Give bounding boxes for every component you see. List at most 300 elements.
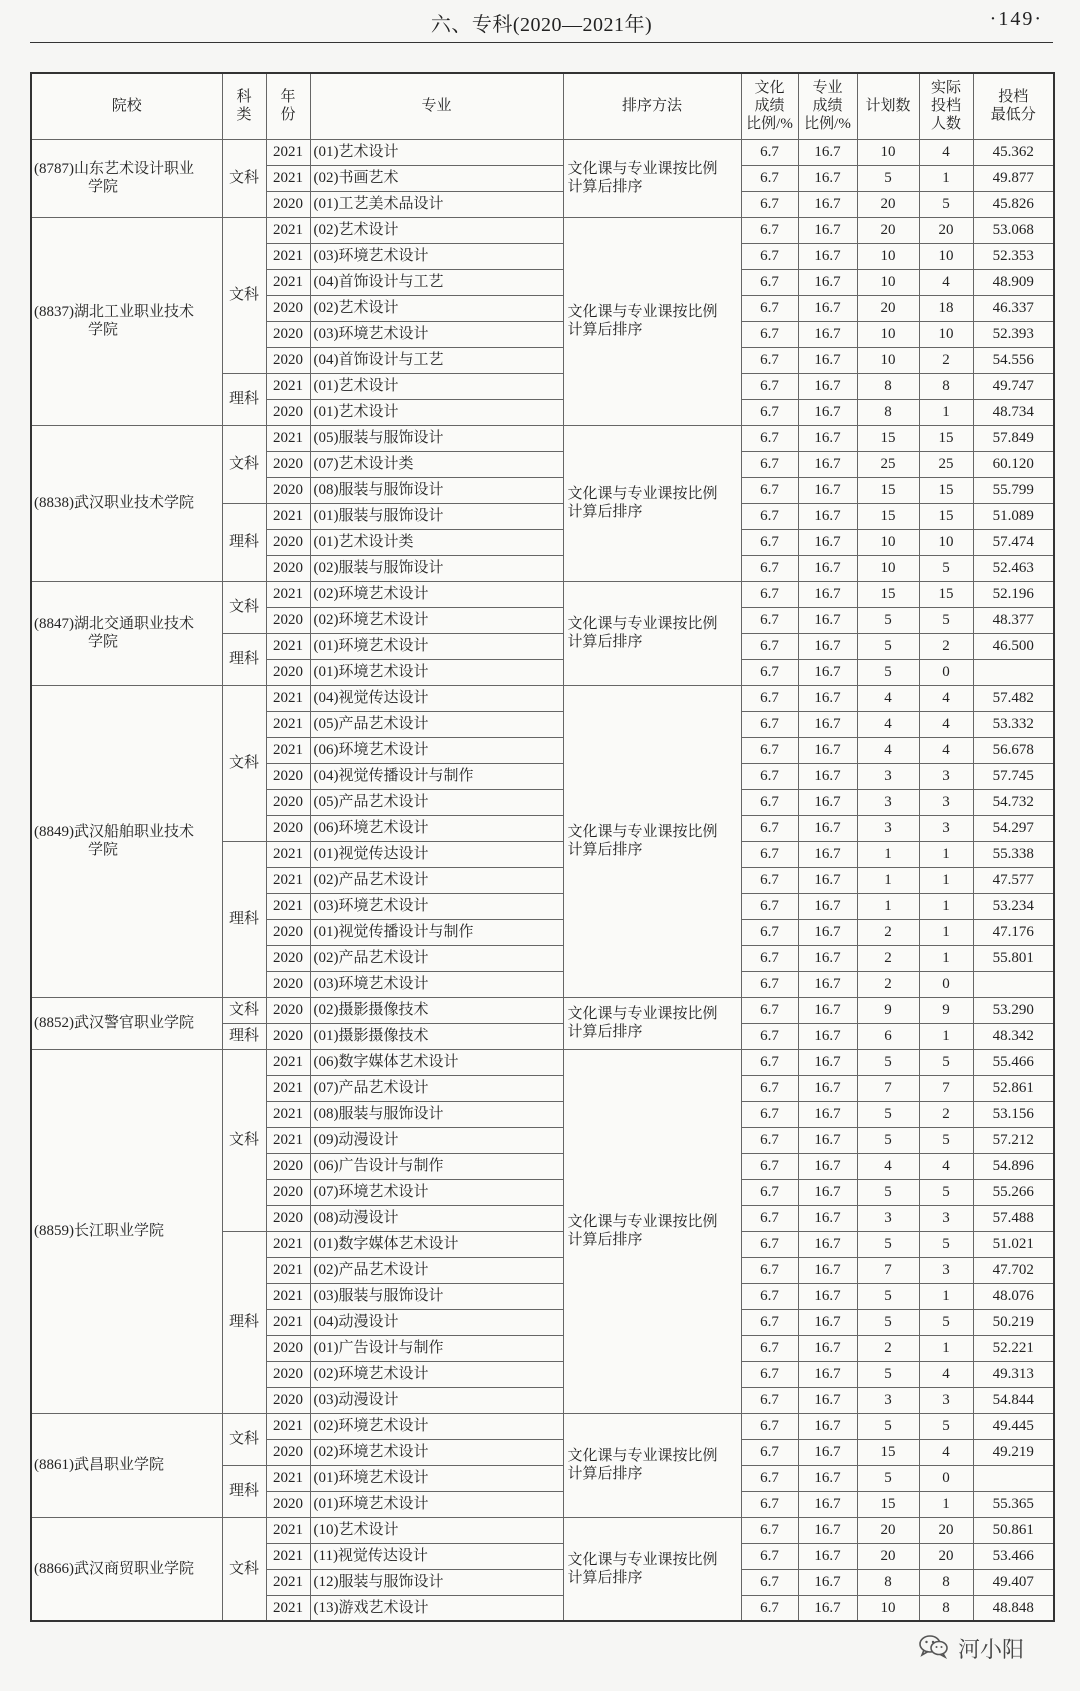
- plan-count-cell: 10: [857, 321, 919, 347]
- year-cell: 2021: [266, 1569, 310, 1595]
- major-ratio-cell: 16.7: [798, 1283, 857, 1309]
- min-score-cell: 49.747: [973, 373, 1054, 399]
- plan-count-cell: 1: [857, 867, 919, 893]
- min-score-cell: 48.909: [973, 269, 1054, 295]
- school-name-cell: (8837)湖北工业职业技术学院: [31, 217, 222, 425]
- culture-ratio-cell: 6.7: [741, 1231, 798, 1257]
- culture-ratio-cell: 6.7: [741, 893, 798, 919]
- page-title: 六、专科(2020—2021年): [430, 14, 653, 36]
- min-score-cell: 53.068: [973, 217, 1054, 243]
- min-score-cell: 57.474: [973, 529, 1054, 555]
- admitted-count-cell: 20: [919, 1517, 973, 1543]
- plan-count-cell: 3: [857, 1205, 919, 1231]
- year-cell: 2020: [266, 1023, 310, 1049]
- min-score-cell: 53.466: [973, 1543, 1054, 1569]
- wechat-icon: [918, 1633, 950, 1664]
- admitted-count-cell: 3: [919, 1387, 973, 1413]
- column-header-culture-ratio: 文化 成绩 比例/%: [741, 73, 798, 139]
- plan-count-cell: 2: [857, 945, 919, 971]
- year-cell: 2020: [266, 1153, 310, 1179]
- plan-count-cell: 2: [857, 919, 919, 945]
- plan-count-cell: 4: [857, 1153, 919, 1179]
- min-score-cell: 55.365: [973, 1491, 1054, 1517]
- admitted-count-cell: 9: [919, 997, 973, 1023]
- year-cell: 2021: [266, 243, 310, 269]
- category-cell: 理科: [222, 1231, 266, 1413]
- culture-ratio-cell: 6.7: [741, 503, 798, 529]
- table-row: [31, 581, 1054, 607]
- plan-count-cell: 10: [857, 1595, 919, 1621]
- min-score-cell: 50.861: [973, 1517, 1054, 1543]
- plan-count-cell: 4: [857, 711, 919, 737]
- min-score-cell: 47.702: [973, 1257, 1054, 1283]
- year-cell: 2021: [266, 893, 310, 919]
- year-cell: 2020: [266, 607, 310, 633]
- min-score-cell: 45.362: [973, 139, 1054, 165]
- culture-ratio-cell: 6.7: [741, 217, 798, 243]
- major-cell: (02)环境艺术设计: [310, 1439, 563, 1465]
- category-cell: 文科: [222, 139, 266, 217]
- plan-count-cell: 15: [857, 477, 919, 503]
- major-ratio-cell: 16.7: [798, 1179, 857, 1205]
- min-score-cell: 54.556: [973, 347, 1054, 373]
- plan-count-cell: 10: [857, 347, 919, 373]
- major-cell: (04)视觉传达设计: [310, 685, 563, 711]
- year-cell: 2021: [266, 1543, 310, 1569]
- min-score-cell: 57.212: [973, 1127, 1054, 1153]
- major-ratio-cell: 16.7: [798, 789, 857, 815]
- category-cell: 理科: [222, 1023, 266, 1049]
- major-cell: (04)首饰设计与工艺: [310, 269, 563, 295]
- culture-ratio-cell: 6.7: [741, 607, 798, 633]
- year-cell: 2021: [266, 165, 310, 191]
- major-cell: (04)首饰设计与工艺: [310, 347, 563, 373]
- culture-ratio-cell: 6.7: [741, 919, 798, 945]
- major-cell: (09)动漫设计: [310, 1127, 563, 1153]
- sort-method-cell: 文化课与专业课按比例计算后排序: [563, 685, 741, 997]
- major-cell: (01)视觉传达设计: [310, 841, 563, 867]
- admitted-count-cell: 4: [919, 737, 973, 763]
- min-score-cell: 55.799: [973, 477, 1054, 503]
- major-cell: (04)视觉传播设计与制作: [310, 763, 563, 789]
- column-header-min-score: 投档 最低分: [973, 73, 1054, 139]
- major-ratio-cell: 16.7: [798, 425, 857, 451]
- admitted-count-cell: 0: [919, 1465, 973, 1491]
- plan-count-cell: 15: [857, 1439, 919, 1465]
- major-cell: (06)环境艺术设计: [310, 737, 563, 763]
- min-score-cell: 53.234: [973, 893, 1054, 919]
- plan-count-cell: 3: [857, 763, 919, 789]
- culture-ratio-cell: 6.7: [741, 737, 798, 763]
- major-cell: (07)艺术设计类: [310, 451, 563, 477]
- major-cell: (08)动漫设计: [310, 1205, 563, 1231]
- year-cell: 2020: [266, 1179, 310, 1205]
- year-cell: 2020: [266, 763, 310, 789]
- sort-method-cell: 文化课与专业课按比例计算后排序: [563, 1413, 741, 1517]
- min-score-cell: 48.734: [973, 399, 1054, 425]
- plan-count-cell: 3: [857, 1387, 919, 1413]
- major-ratio-cell: 16.7: [798, 373, 857, 399]
- culture-ratio-cell: 6.7: [741, 529, 798, 555]
- major-ratio-cell: 16.7: [798, 1049, 857, 1075]
- min-score-cell: 53.332: [973, 711, 1054, 737]
- plan-count-cell: 2: [857, 971, 919, 997]
- min-score-cell: 52.353: [973, 243, 1054, 269]
- major-cell: (02)摄影摄像技术: [310, 997, 563, 1023]
- major-cell: (03)动漫设计: [310, 1387, 563, 1413]
- major-ratio-cell: 16.7: [798, 607, 857, 633]
- admitted-count-cell: 3: [919, 789, 973, 815]
- plan-count-cell: 15: [857, 425, 919, 451]
- admitted-count-cell: 1: [919, 1335, 973, 1361]
- major-ratio-cell: 16.7: [798, 1361, 857, 1387]
- footer-brand: [918, 1634, 1048, 1662]
- culture-ratio-cell: 6.7: [741, 1569, 798, 1595]
- admitted-count-cell: 4: [919, 711, 973, 737]
- major-ratio-cell: 16.7: [798, 1517, 857, 1543]
- year-cell: 2020: [266, 1335, 310, 1361]
- major-ratio-cell: 16.7: [798, 295, 857, 321]
- sort-method-cell: 文化课与专业课按比例计算后排序: [563, 139, 741, 217]
- admitted-count-cell: 1: [919, 919, 973, 945]
- admitted-count-cell: 5: [919, 1309, 973, 1335]
- culture-ratio-cell: 6.7: [741, 425, 798, 451]
- min-score-cell: 52.861: [973, 1075, 1054, 1101]
- year-cell: 2020: [266, 1387, 310, 1413]
- culture-ratio-cell: 6.7: [741, 555, 798, 581]
- major-ratio-cell: 16.7: [798, 347, 857, 373]
- year-cell: 2021: [266, 139, 310, 165]
- major-cell: (01)工艺美术品设计: [310, 191, 563, 217]
- year-cell: 2021: [266, 269, 310, 295]
- plan-count-cell: 5: [857, 165, 919, 191]
- min-score-cell: 60.120: [973, 451, 1054, 477]
- major-cell: (02)环境艺术设计: [310, 1361, 563, 1387]
- min-score-cell: 56.678: [973, 737, 1054, 763]
- admitted-count-cell: 2: [919, 1101, 973, 1127]
- plan-count-cell: 1: [857, 893, 919, 919]
- major-ratio-cell: 16.7: [798, 1309, 857, 1335]
- culture-ratio-cell: 6.7: [741, 867, 798, 893]
- admitted-count-cell: 25: [919, 451, 973, 477]
- major-ratio-cell: 16.7: [798, 165, 857, 191]
- major-cell: (01)广告设计与制作: [310, 1335, 563, 1361]
- year-cell: 2020: [266, 529, 310, 555]
- year-cell: 2021: [266, 1595, 310, 1621]
- culture-ratio-cell: 6.7: [741, 1257, 798, 1283]
- culture-ratio-cell: 6.7: [741, 1361, 798, 1387]
- year-cell: 2021: [266, 1257, 310, 1283]
- min-score-cell: 45.826: [973, 191, 1054, 217]
- year-cell: 2021: [266, 633, 310, 659]
- year-cell: 2021: [266, 737, 310, 763]
- admitted-count-cell: 2: [919, 633, 973, 659]
- year-cell: 2021: [266, 1127, 310, 1153]
- plan-count-cell: 2: [857, 1335, 919, 1361]
- plan-count-cell: 5: [857, 1127, 919, 1153]
- column-header-major: 专业: [310, 73, 563, 139]
- min-score-cell: 57.482: [973, 685, 1054, 711]
- admitted-count-cell: 20: [919, 217, 973, 243]
- admitted-count-cell: 1: [919, 1023, 973, 1049]
- year-cell: 2021: [266, 1101, 310, 1127]
- min-score-cell: 54.844: [973, 1387, 1054, 1413]
- major-ratio-cell: 16.7: [798, 1205, 857, 1231]
- culture-ratio-cell: 6.7: [741, 633, 798, 659]
- year-cell: 2021: [266, 581, 310, 607]
- year-cell: 2020: [266, 451, 310, 477]
- major-cell: (08)服装与服饰设计: [310, 477, 563, 503]
- min-score-cell: 51.089: [973, 503, 1054, 529]
- major-cell: (02)艺术设计: [310, 217, 563, 243]
- table-row: [31, 139, 1054, 165]
- year-cell: 2020: [266, 347, 310, 373]
- admitted-count-cell: 1: [919, 841, 973, 867]
- table-header: [31, 73, 1054, 139]
- major-cell: (03)环境艺术设计: [310, 243, 563, 269]
- category-cell: 理科: [222, 373, 266, 425]
- plan-count-cell: 8: [857, 1569, 919, 1595]
- major-ratio-cell: 16.7: [798, 737, 857, 763]
- school-name-cell: (8859)长江职业学院: [31, 1049, 222, 1413]
- column-header-year: 年 份: [266, 73, 310, 139]
- year-cell: 2021: [266, 867, 310, 893]
- admission-score-table: [30, 72, 1055, 1622]
- plan-count-cell: 10: [857, 529, 919, 555]
- major-ratio-cell: 16.7: [798, 503, 857, 529]
- admitted-count-cell: 1: [919, 867, 973, 893]
- brand-label: 河小阳: [958, 1637, 1025, 1663]
- plan-count-cell: 15: [857, 1491, 919, 1517]
- major-cell: (02)环境艺术设计: [310, 607, 563, 633]
- major-cell: (05)服装与服饰设计: [310, 425, 563, 451]
- admitted-count-cell: 8: [919, 1595, 973, 1621]
- min-score-cell: 55.266: [973, 1179, 1054, 1205]
- min-score-cell: 48.342: [973, 1023, 1054, 1049]
- header-row: [31, 73, 1054, 139]
- major-ratio-cell: 16.7: [798, 1387, 857, 1413]
- major-ratio-cell: 16.7: [798, 711, 857, 737]
- major-cell: (08)服装与服饰设计: [310, 1101, 563, 1127]
- major-ratio-cell: 16.7: [798, 477, 857, 503]
- major-ratio-cell: 16.7: [798, 269, 857, 295]
- admitted-count-cell: 15: [919, 581, 973, 607]
- admitted-count-cell: 20: [919, 1543, 973, 1569]
- major-cell: (03)环境艺术设计: [310, 893, 563, 919]
- category-cell: 理科: [222, 841, 266, 997]
- category-cell: 文科: [222, 217, 266, 373]
- major-cell: (01)数字媒体艺术设计: [310, 1231, 563, 1257]
- category-cell: 理科: [222, 1465, 266, 1517]
- admitted-count-cell: 5: [919, 1179, 973, 1205]
- category-cell: 理科: [222, 503, 266, 581]
- major-cell: (03)环境艺术设计: [310, 971, 563, 997]
- major-cell: (03)环境艺术设计: [310, 321, 563, 347]
- culture-ratio-cell: 6.7: [741, 997, 798, 1023]
- major-ratio-cell: 16.7: [798, 1413, 857, 1439]
- plan-count-cell: 5: [857, 1101, 919, 1127]
- major-ratio-cell: 16.7: [798, 1127, 857, 1153]
- major-cell: (02)服装与服饰设计: [310, 555, 563, 581]
- category-cell: 文科: [222, 425, 266, 503]
- admitted-count-cell: 4: [919, 1361, 973, 1387]
- major-cell: (01)摄影摄像技术: [310, 1023, 563, 1049]
- sort-method-cell: 文化课与专业课按比例计算后排序: [563, 1049, 741, 1413]
- culture-ratio-cell: 6.7: [741, 165, 798, 191]
- year-cell: 2021: [266, 503, 310, 529]
- sort-method-cell: 文化课与专业课按比例计算后排序: [563, 217, 741, 425]
- culture-ratio-cell: 6.7: [741, 1543, 798, 1569]
- major-cell: (13)游戏艺术设计: [310, 1595, 563, 1621]
- culture-ratio-cell: 6.7: [741, 1153, 798, 1179]
- min-score-cell: 55.801: [973, 945, 1054, 971]
- plan-count-cell: 9: [857, 997, 919, 1023]
- major-cell: (01)环境艺术设计: [310, 659, 563, 685]
- major-cell: (04)动漫设计: [310, 1309, 563, 1335]
- admitted-count-cell: 8: [919, 1569, 973, 1595]
- admitted-count-cell: 4: [919, 1439, 973, 1465]
- major-ratio-cell: 16.7: [798, 1257, 857, 1283]
- plan-count-cell: 25: [857, 451, 919, 477]
- major-ratio-cell: 16.7: [798, 1101, 857, 1127]
- year-cell: 2020: [266, 1205, 310, 1231]
- culture-ratio-cell: 6.7: [741, 1595, 798, 1621]
- category-cell: 文科: [222, 1413, 266, 1465]
- major-cell: (12)服装与服饰设计: [310, 1569, 563, 1595]
- admitted-count-cell: 4: [919, 1153, 973, 1179]
- major-ratio-cell: 16.7: [798, 1023, 857, 1049]
- major-cell: (03)服装与服饰设计: [310, 1283, 563, 1309]
- culture-ratio-cell: 6.7: [741, 269, 798, 295]
- min-score-cell: 47.577: [973, 867, 1054, 893]
- plan-count-cell: 3: [857, 815, 919, 841]
- culture-ratio-cell: 6.7: [741, 1465, 798, 1491]
- year-cell: 2021: [266, 1413, 310, 1439]
- year-cell: 2021: [266, 1049, 310, 1075]
- admitted-count-cell: 5: [919, 1127, 973, 1153]
- major-cell: (01)环境艺术设计: [310, 633, 563, 659]
- major-cell: (06)环境艺术设计: [310, 815, 563, 841]
- major-cell: (02)艺术设计: [310, 295, 563, 321]
- year-cell: 2020: [266, 1361, 310, 1387]
- major-ratio-cell: 16.7: [798, 763, 857, 789]
- culture-ratio-cell: 6.7: [741, 841, 798, 867]
- major-cell: (11)视觉传达设计: [310, 1543, 563, 1569]
- plan-count-cell: 7: [857, 1075, 919, 1101]
- year-cell: 2021: [266, 1283, 310, 1309]
- plan-count-cell: 7: [857, 1257, 919, 1283]
- min-score-cell: [973, 1465, 1054, 1491]
- major-ratio-cell: 16.7: [798, 555, 857, 581]
- major-ratio-cell: 16.7: [798, 191, 857, 217]
- culture-ratio-cell: 6.7: [741, 1049, 798, 1075]
- plan-count-cell: 10: [857, 139, 919, 165]
- admitted-count-cell: 5: [919, 191, 973, 217]
- min-score-cell: 52.463: [973, 555, 1054, 581]
- major-cell: (02)书画艺术: [310, 165, 563, 191]
- year-cell: 2020: [266, 477, 310, 503]
- year-cell: 2021: [266, 425, 310, 451]
- admitted-count-cell: 4: [919, 685, 973, 711]
- plan-count-cell: 3: [857, 789, 919, 815]
- major-ratio-cell: 16.7: [798, 1569, 857, 1595]
- category-cell: 文科: [222, 685, 266, 841]
- major-ratio-cell: 16.7: [798, 1153, 857, 1179]
- plan-count-cell: 10: [857, 555, 919, 581]
- column-header-admitted-count: 实际 投档 人数: [919, 73, 973, 139]
- admitted-count-cell: 4: [919, 139, 973, 165]
- table-row: [31, 1049, 1054, 1075]
- culture-ratio-cell: 6.7: [741, 1309, 798, 1335]
- min-score-cell: 50.219: [973, 1309, 1054, 1335]
- sort-method-cell: 文化课与专业课按比例计算后排序: [563, 997, 741, 1049]
- major-ratio-cell: 16.7: [798, 399, 857, 425]
- year-cell: 2020: [266, 1491, 310, 1517]
- culture-ratio-cell: 6.7: [741, 763, 798, 789]
- year-cell: 2021: [266, 1309, 310, 1335]
- plan-count-cell: 5: [857, 1179, 919, 1205]
- admitted-count-cell: 15: [919, 503, 973, 529]
- culture-ratio-cell: 6.7: [741, 815, 798, 841]
- major-cell: (01)艺术设计类: [310, 529, 563, 555]
- culture-ratio-cell: 6.7: [741, 373, 798, 399]
- admitted-count-cell: 1: [919, 1283, 973, 1309]
- year-cell: 2021: [266, 373, 310, 399]
- major-cell: (01)艺术设计: [310, 139, 563, 165]
- admitted-count-cell: 7: [919, 1075, 973, 1101]
- min-score-cell: 49.407: [973, 1569, 1054, 1595]
- major-cell: (10)艺术设计: [310, 1517, 563, 1543]
- major-ratio-cell: 16.7: [798, 1439, 857, 1465]
- plan-count-cell: 8: [857, 373, 919, 399]
- year-cell: 2020: [266, 789, 310, 815]
- major-cell: (01)环境艺术设计: [310, 1491, 563, 1517]
- major-ratio-cell: 16.7: [798, 919, 857, 945]
- major-cell: (07)环境艺术设计: [310, 1179, 563, 1205]
- sort-method-cell: 文化课与专业课按比例计算后排序: [563, 1517, 741, 1621]
- admitted-count-cell: 5: [919, 1049, 973, 1075]
- major-cell: (02)产品艺术设计: [310, 945, 563, 971]
- year-cell: 2021: [266, 685, 310, 711]
- major-cell: (01)艺术设计: [310, 399, 563, 425]
- min-score-cell: 52.196: [973, 581, 1054, 607]
- admitted-count-cell: 3: [919, 815, 973, 841]
- column-header-school: 院校: [31, 73, 222, 139]
- plan-count-cell: 1: [857, 841, 919, 867]
- major-cell: (02)环境艺术设计: [310, 1413, 563, 1439]
- culture-ratio-cell: 6.7: [741, 1283, 798, 1309]
- year-cell: 2020: [266, 659, 310, 685]
- plan-count-cell: 5: [857, 1231, 919, 1257]
- page-number: ·149·: [989, 8, 1043, 30]
- year-cell: 2020: [266, 295, 310, 321]
- culture-ratio-cell: 6.7: [741, 711, 798, 737]
- plan-count-cell: 8: [857, 399, 919, 425]
- year-cell: 2020: [266, 997, 310, 1023]
- culture-ratio-cell: 6.7: [741, 1517, 798, 1543]
- admitted-count-cell: 15: [919, 477, 973, 503]
- major-cell: (01)艺术设计: [310, 373, 563, 399]
- category-cell: 理科: [222, 633, 266, 685]
- major-cell: (05)产品艺术设计: [310, 711, 563, 737]
- major-ratio-cell: 16.7: [798, 659, 857, 685]
- culture-ratio-cell: 6.7: [741, 139, 798, 165]
- admitted-count-cell: 18: [919, 295, 973, 321]
- culture-ratio-cell: 6.7: [741, 1101, 798, 1127]
- category-cell: 文科: [222, 1517, 266, 1621]
- admitted-count-cell: 5: [919, 1231, 973, 1257]
- admitted-count-cell: 1: [919, 1491, 973, 1517]
